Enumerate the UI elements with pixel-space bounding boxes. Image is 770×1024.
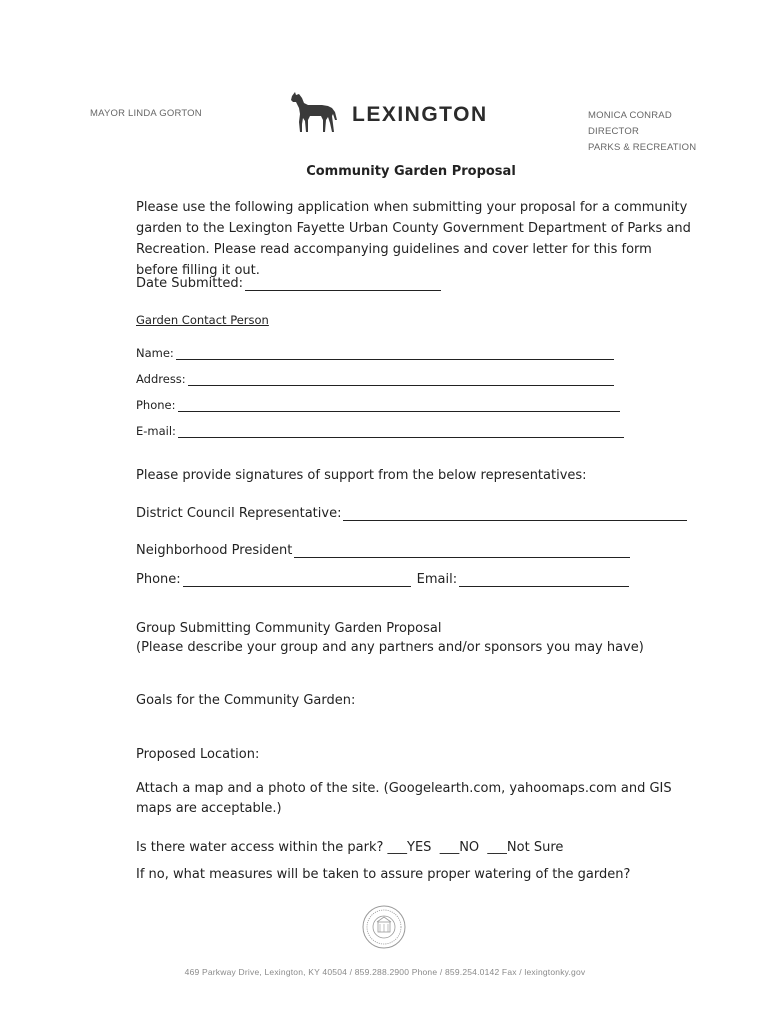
lexington-logo	[288, 90, 488, 134]
mayor-name: MAYOR LINDA GORTON	[90, 108, 202, 119]
footer-address: 469 Parkway Drive, Lexington, KY 40504 / 859.288.2900 Phone / 859.254.0142 Fax / lexingtonky.gov	[184, 967, 586, 977]
city-seal	[362, 905, 406, 954]
water-followup: If no, what measures will be taken to assure proper watering of the garden?	[136, 867, 631, 882]
group-note: (Please describe your group and any partners and/or sponsors you may have)	[136, 640, 644, 655]
director-department: PARKS & RECREATION	[588, 142, 697, 153]
name-label: Name:	[136, 346, 174, 360]
address-row	[136, 371, 614, 386]
group-label: Group Submitting Community Garden Proposal	[136, 621, 442, 636]
email-field[interactable]	[178, 423, 624, 438]
email-label: E-mail:	[136, 424, 176, 438]
location-label: Proposed Location:	[136, 747, 260, 762]
rep-phone-label: Phone:	[136, 572, 181, 587]
goals-label: Goals for the Community Garden:	[136, 693, 356, 708]
name-row	[136, 345, 614, 360]
rep-phone-field[interactable]	[183, 572, 411, 587]
name-field[interactable]	[176, 345, 614, 360]
council-row	[136, 506, 687, 521]
rep-email-label: Email:	[416, 572, 458, 587]
logo-wordmark: LEXINGTON	[352, 103, 488, 126]
phone-row	[136, 397, 620, 412]
phone-field[interactable]	[178, 397, 620, 412]
director-title: DIRECTOR	[588, 126, 640, 137]
president-row	[136, 543, 630, 558]
council-signature-field[interactable]	[343, 506, 687, 521]
president-label: Neighborhood President	[136, 543, 293, 558]
signatures-prompt: Please provide signatures of support from the below representatives:	[136, 468, 587, 483]
horse-icon	[288, 90, 340, 134]
date-submitted-label: Date Submitted:	[136, 276, 244, 291]
attach-instructions: Attach a map and a photo of the site. (Googelearth.com, yahoomaps.com and GIS maps are acceptable.)	[136, 781, 672, 816]
council-label: District Council Representative:	[136, 506, 342, 521]
director-name: MONICA CONRAD	[588, 110, 672, 121]
page-title: Community Garden Proposal	[306, 164, 516, 179]
rep-email-field[interactable]	[459, 572, 629, 587]
director-block	[588, 108, 696, 156]
water-question: Is there water access within the park? ___YES ___NO ___Not Sure	[136, 840, 564, 855]
date-submitted-row	[136, 276, 441, 291]
seal-icon	[362, 905, 406, 949]
address-label: Address:	[136, 372, 186, 386]
president-signature-field[interactable]	[294, 543, 630, 558]
intro-paragraph: Please use the following application when submitting your proposal for a community garden to the Lexington Fayette Urban County Government Department of Parks and Recreation. Please read accompanying guidelines and cover letter for this form before filling it out.	[136, 200, 691, 278]
email-row	[136, 423, 624, 438]
address-field[interactable]	[188, 371, 614, 386]
group-section	[136, 619, 696, 657]
phone-label: Phone:	[136, 398, 176, 412]
date-submitted-field[interactable]	[245, 276, 441, 291]
contact-heading: Garden Contact Person	[136, 313, 269, 327]
rep-contact-row	[136, 572, 629, 587]
